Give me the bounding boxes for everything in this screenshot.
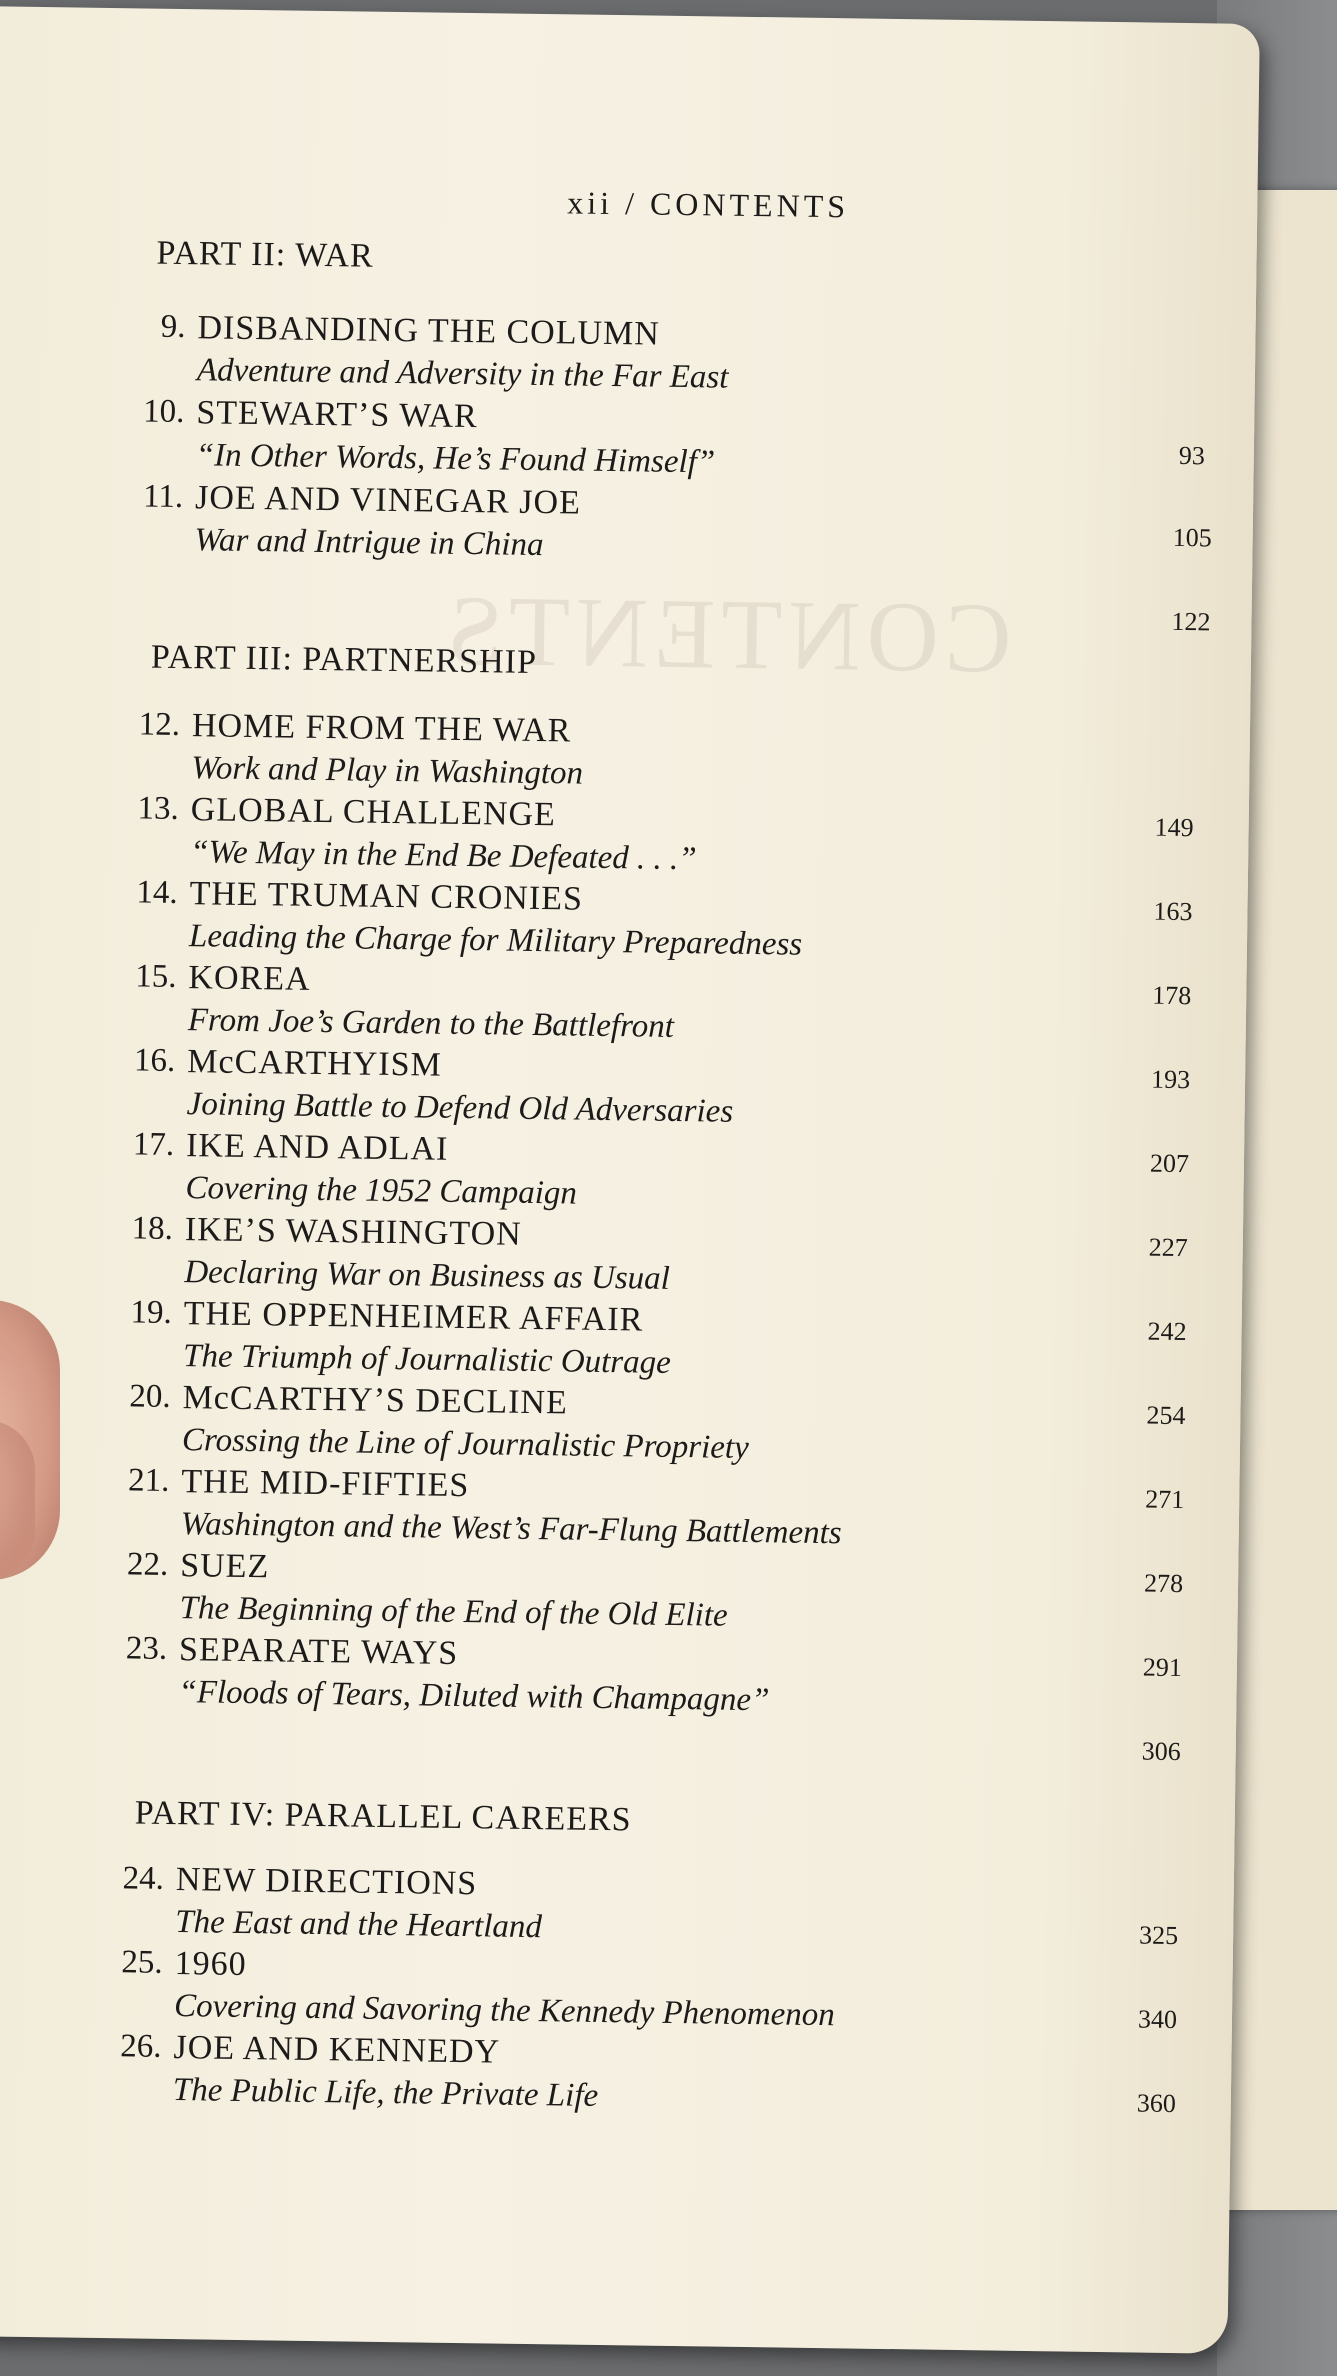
chapter-subtitle: Joining Battle to Defend Old Adversaries (186, 1086, 734, 1130)
page-number: 105 (1172, 522, 1212, 553)
chapter-title: THE TRUMAN CRONIES (189, 875, 584, 918)
chapter-subtitle: Washington and the West’s Far-Flung Battlements (180, 1506, 842, 1552)
chapter-subtitle: Covering the 1952 Campaign (185, 1170, 578, 1212)
chapter-subtitle: From Joe’s Garden to the Battlefront (187, 1002, 675, 1045)
chapter-number: 22. (126, 1546, 169, 1583)
page-number: 325 (1138, 1920, 1179, 1951)
chapter-number: 25. (121, 1944, 163, 1981)
page-number: 149 (1154, 812, 1194, 843)
chapter-title: GLOBAL CHALLENGE (190, 791, 557, 834)
chapter-subtitle: The Public Life, the Private Life (172, 2072, 599, 2114)
chapter-subtitle: Leading the Charge for Military Preparedness (188, 918, 803, 963)
chapter-number: 9. (160, 308, 186, 346)
chapter-title: THE OPPENHEIMER AFFAIR (183, 1295, 644, 1339)
page-number: 291 (1142, 1652, 1183, 1683)
chapter-title: KOREA (188, 959, 311, 998)
chapter-title: McCARTHYISM (187, 1043, 443, 1084)
chapter-subtitle: War and Intrigue in China (194, 522, 544, 564)
page-number: 207 (1149, 1148, 1190, 1179)
chapter-title: JOE AND VINEGAR JOE (194, 479, 582, 522)
page-number: 278 (1143, 1568, 1184, 1599)
chapter-title: DISBANDING THE COLUMN (197, 309, 661, 353)
page-number: 163 (1153, 896, 1193, 927)
page-number: 242 (1147, 1316, 1187, 1347)
chapter-title: THE MID-FIFTIES (181, 1463, 470, 1505)
chapter-title: IKE AND ADLAI (185, 1127, 449, 1168)
chapter-subtitle: Work and Play in Washington (191, 750, 584, 792)
chapter-number: 10. (142, 393, 185, 431)
chapter-title: STEWART’S WAR (196, 394, 478, 436)
chapter-title: NEW DIRECTIONS (175, 1861, 478, 1903)
chapter-subtitle: Adventure and Adversity in the Far East (196, 352, 729, 396)
chapter-subtitle: Crossing the Line of Journalistic Propriety (181, 1422, 749, 1467)
chapter-title: SEPARATE WAYS (178, 1631, 459, 1672)
chapter-subtitle: “We May in the End Be Defeated . . .” (189, 834, 697, 878)
chapter-subtitle: The Beginning of the End of the Old Elite (179, 1590, 728, 1634)
chapter-number: 14. (136, 874, 178, 911)
page-number: 122 (1171, 606, 1211, 637)
chapter-title: IKE’S WASHINGTON (184, 1211, 522, 1253)
page-number: 360 (1136, 2088, 1177, 2119)
part-heading: PART III: PARTNERSHIP (150, 638, 538, 681)
chapter-number: 26. (120, 2028, 162, 2065)
show-through-title: CONTENTS (440, 574, 1013, 694)
chapter-subtitle: The East and the Heartland (175, 1904, 543, 1946)
page-number: 227 (1148, 1232, 1188, 1263)
chapter-subtitle: The Triumph of Journalistic Outrage (182, 1338, 672, 1381)
chapter-title: JOE AND KENNEDY (173, 2029, 501, 2071)
chapter-number: 13. (137, 790, 180, 827)
chapter-number: 23. (125, 1630, 168, 1667)
part-heading: PART II: WAR (156, 234, 374, 275)
page-number: 93 (1178, 440, 1206, 471)
chapter-number: 18. (131, 1210, 174, 1247)
page-header: xii / CONTENTS (567, 184, 850, 225)
chapter-title: SUEZ (179, 1547, 270, 1586)
chapter-title: McCARTHY’S DECLINE (182, 1379, 569, 1422)
chapter-number: 15. (134, 958, 177, 995)
chapter-number: 20. (129, 1378, 171, 1415)
book-page (0, 6, 1260, 2354)
chapter-number: 21. (127, 1462, 170, 1499)
chapter-title: 1960 (174, 1945, 247, 1984)
page-number: 306 (1141, 1736, 1181, 1767)
chapter-number: 16. (133, 1042, 176, 1079)
chapter-subtitle: “Floods of Tears, Diluted with Champagne” (178, 1674, 770, 1719)
chapter-number: 11. (142, 478, 184, 516)
page-number: 193 (1150, 1064, 1191, 1095)
part-heading: PART IV: PARALLEL CAREERS (134, 1794, 632, 1839)
page-number: 254 (1146, 1400, 1186, 1431)
chapter-subtitle: “In Other Words, He’s Found Himself” (195, 437, 716, 481)
page-number: 178 (1152, 980, 1192, 1011)
chapter-title: HOME FROM THE WAR (191, 707, 572, 750)
chapter-number: 12. (138, 706, 181, 744)
page-number: 340 (1137, 2004, 1178, 2035)
chapter-number: 19. (130, 1294, 173, 1331)
chapter-number: 24. (122, 1860, 165, 1897)
chapter-subtitle: Declaring War on Business as Usual (184, 1254, 671, 1297)
page-number: 271 (1145, 1484, 1185, 1515)
chapter-subtitle: Covering and Savoring the Kennedy Phenomenon (173, 1988, 836, 2034)
chapter-number: 17. (132, 1126, 175, 1163)
